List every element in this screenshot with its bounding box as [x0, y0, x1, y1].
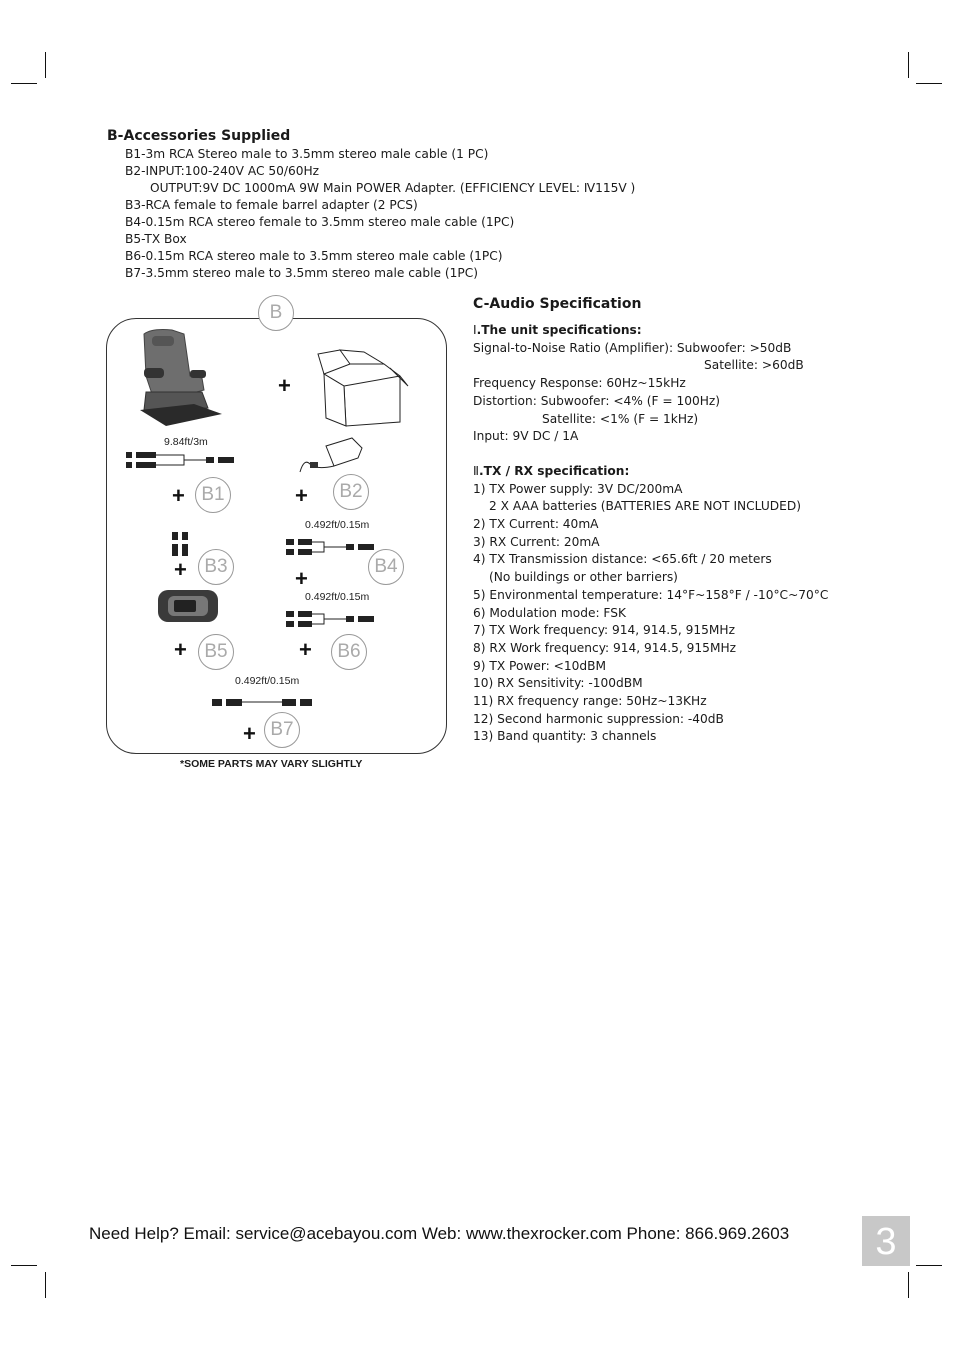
frame-label: B	[258, 295, 294, 331]
plus-icon: +	[295, 483, 308, 508]
spec-line: 13) Band quantity: 3 channels	[473, 729, 657, 744]
audio-spec-title: C-Audio Specification	[473, 296, 642, 312]
gaming-chair-image	[132, 326, 227, 426]
accessories-diagram	[106, 296, 448, 774]
rca-barrel-adapter-icon	[170, 530, 190, 558]
accessory-item: B7-3.5mm stereo male to 3.5mm stereo male cable (1PC)	[125, 266, 479, 280]
rca-male-cable-icon	[282, 609, 382, 631]
audio-spec-section	[473, 296, 893, 746]
accessories-section	[107, 128, 707, 282]
spec-line: Signal-to-Noise Ratio (Amplifier): Subwoofer: >50dB	[473, 340, 792, 355]
spec-line: 4) TX Transmission distance: <65.6ft / 20 meters	[473, 552, 772, 567]
power-adapter-icon	[296, 436, 366, 480]
spec-line: 10) RX Sensitivity: -100dBM	[473, 676, 643, 691]
accessory-item: OUTPUT:9V DC 1000mA 9W Main POWER Adapter. (EFFICIENCY LEVEL: Ⅳ115V )	[150, 181, 636, 195]
accessory-item: B5-TX Box	[125, 232, 187, 246]
spec-line: (No buildings or other barriers)	[489, 570, 678, 585]
accessory-item: B2-INPUT:100-240V AC 50/60Hz	[125, 164, 320, 178]
crop-mark	[45, 52, 46, 78]
spec-line: 6) Modulation mode: FSK	[473, 605, 626, 620]
crop-mark	[11, 83, 37, 84]
plus-icon: +	[278, 373, 291, 398]
unit-heading: .The unit specifications:	[476, 323, 642, 337]
spec-line: 1) TX Power supply: 3V DC/200mA	[473, 481, 683, 496]
rca-cable-icon	[122, 450, 240, 472]
plus-icon: +	[174, 637, 187, 662]
unit-heading-num: Ⅰ	[473, 323, 477, 337]
b4-length-label: 0.492ft/0.15m	[305, 519, 370, 531]
label-b6: B6	[331, 634, 367, 670]
parts-note: *SOME PARTS MAY VARY SLIGHTLY	[180, 758, 363, 770]
b1-length-label: 9.84ft/3m	[164, 436, 208, 448]
accessories-title: B-Accessories Supplied	[107, 128, 291, 144]
plus-icon: +	[295, 566, 308, 591]
label-b5: B5	[198, 634, 234, 670]
rca-female-cable-icon	[282, 537, 382, 559]
label-b1: B1	[195, 477, 231, 513]
spec-line: Satellite: <1% (F = 1kHz)	[542, 411, 699, 426]
crop-mark	[908, 52, 909, 78]
plus-icon: +	[174, 557, 187, 582]
accessory-item: B3-RCA female to female barrel adapter (2 PCS)	[125, 198, 418, 212]
spec-line: Satellite: >60dB	[704, 358, 804, 373]
page-number: 3	[862, 1216, 910, 1266]
accessory-item: B1-3m RCA Stereo male to 3.5mm stereo male cable (1 PC)	[125, 147, 489, 161]
crop-mark	[916, 1265, 942, 1266]
accessory-item: B6-0.15m RCA stereo male to 3.5mm stereo male cable (1PC)	[125, 249, 503, 263]
spec-line: 11) RX frequency range: 50Hz~13KHz	[473, 694, 707, 709]
b6-length-label: 0.492ft/0.15m	[305, 591, 370, 603]
accessory-item: B4-0.15m RCA stereo female to 3.5mm stereo male cable (1PC)	[125, 215, 515, 229]
spec-line: 5) Environmental temperature: 14°F~158°F / -10°C~70°C	[473, 587, 829, 602]
spec-line: 9) TX Power: <10dBM	[473, 658, 606, 673]
spec-line: 2) TX Current: 40mA	[473, 517, 599, 532]
label-b7: B7	[264, 712, 300, 748]
crop-mark	[45, 1272, 46, 1298]
txrx-heading-num: Ⅱ	[473, 463, 479, 478]
spec-line: Frequency Response: 60Hz~15kHz	[473, 376, 686, 391]
label-b4: B4	[368, 549, 404, 585]
plus-icon: +	[172, 483, 185, 508]
b7-length-label: 0.492ft/0.15m	[235, 675, 300, 687]
label-b2: B2	[333, 474, 369, 510]
spec-line: 7) TX Work frequency: 914, 914.5, 915MHz	[473, 623, 735, 638]
plus-icon: +	[299, 637, 312, 662]
spec-line: 2 X AAA batteries (BATTERIES ARE NOT INCLUDED)	[489, 499, 802, 514]
spec-line: Distortion: Subwoofer: <4% (F = 100Hz)	[473, 393, 721, 408]
spec-line: 8) RX Work frequency: 914, 914.5, 915MHz	[473, 640, 737, 655]
plus-icon: +	[243, 721, 256, 746]
spec-line: 12) Second harmonic suppression: -40dB	[473, 711, 724, 726]
spec-line: 3) RX Current: 20mA	[473, 534, 600, 549]
crop-mark	[916, 83, 942, 84]
txrx-heading: .TX / RX specification:	[479, 463, 630, 478]
tx-box-image	[156, 588, 220, 624]
label-b3: B3	[198, 549, 234, 585]
help-footer: Need Help? Email: service@acebayou.com Web: www.thexrocker.com Phone: 866.969.2603	[89, 1224, 790, 1243]
spec-line: Input: 9V DC / 1A	[473, 429, 579, 444]
stereo-cable-icon	[210, 696, 314, 710]
crop-mark	[908, 1272, 909, 1298]
box-image	[316, 346, 412, 428]
crop-mark	[11, 1265, 37, 1266]
